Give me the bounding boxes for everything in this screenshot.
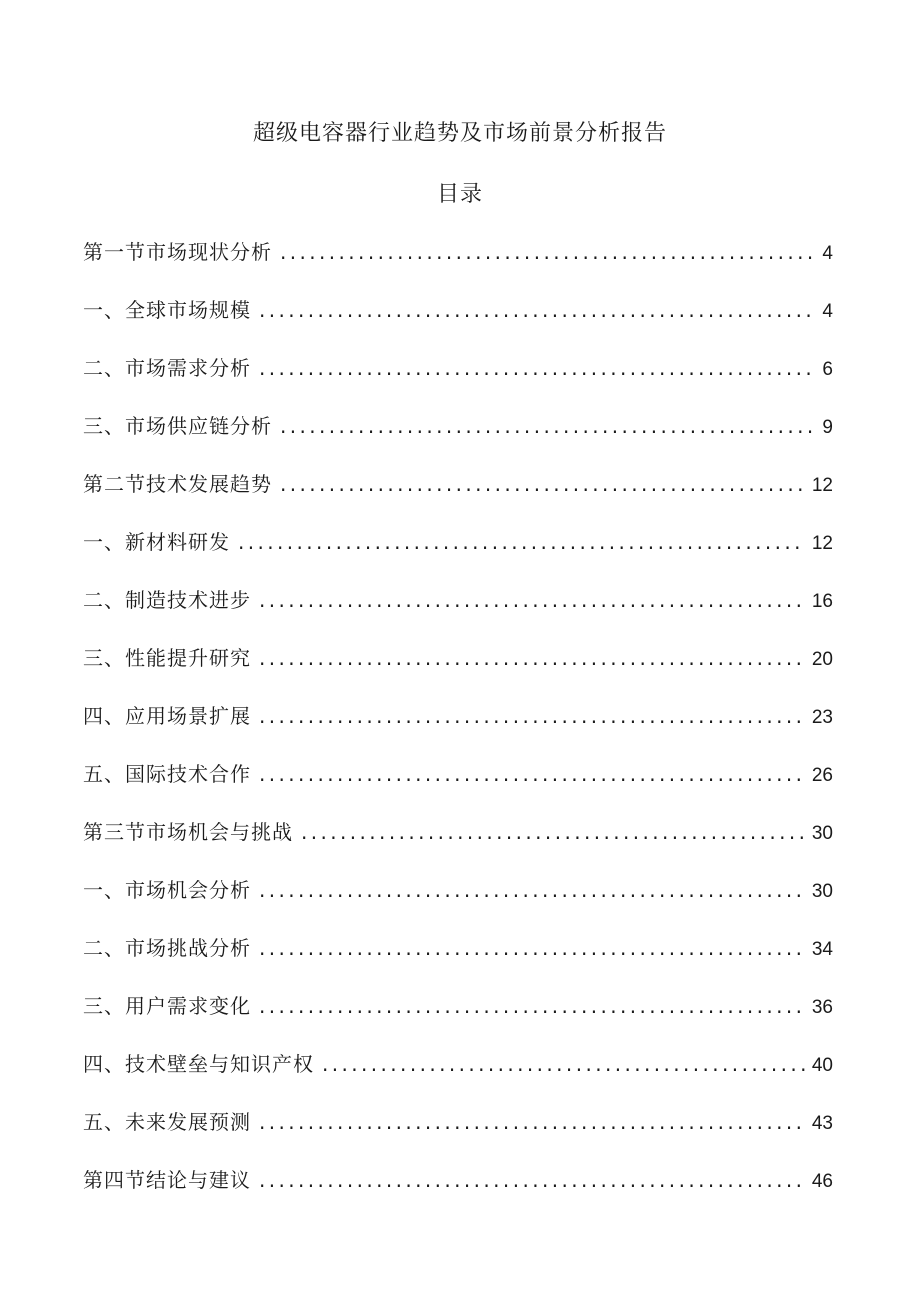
toc-entry-page: 12 bbox=[811, 475, 833, 496]
toc-entry[interactable] bbox=[83, 408, 833, 466]
toc-entry-page: 20 bbox=[811, 649, 833, 670]
toc-entry-label: 四、应用场景扩展 bbox=[83, 704, 251, 728]
toc-dot-leader bbox=[301, 814, 806, 850]
toc-entry-page: 9 bbox=[822, 417, 833, 438]
toc-dot-leader bbox=[280, 466, 806, 502]
toc-entry[interactable] bbox=[83, 640, 833, 698]
toc-dot-leader bbox=[259, 872, 806, 908]
toc-dot-leader bbox=[238, 524, 806, 560]
toc-entry-page: 4 bbox=[822, 243, 833, 264]
toc-dot-leader bbox=[259, 1104, 806, 1140]
toc-entry[interactable] bbox=[83, 1104, 833, 1162]
toc-entry-label: 四、技术壁垒与知识产权 bbox=[83, 1052, 314, 1076]
toc-entry[interactable] bbox=[83, 872, 833, 930]
toc-entry-page: 43 bbox=[811, 1113, 833, 1134]
toc-dot-leader bbox=[259, 988, 806, 1024]
toc-dot-leader bbox=[280, 234, 816, 270]
toc-entry-page: 40 bbox=[811, 1055, 833, 1076]
toc-entry[interactable] bbox=[83, 466, 833, 524]
toc-entry-label: 第四节结论与建议 bbox=[83, 1168, 251, 1192]
toc-entry-label: 第一节市场现状分析 bbox=[83, 240, 272, 264]
toc-entry-page: 34 bbox=[811, 939, 833, 960]
toc-entry-label: 一、全球市场规模 bbox=[83, 298, 251, 322]
toc-entry-label: 三、用户需求变化 bbox=[83, 994, 251, 1018]
toc-entry-page: 30 bbox=[811, 823, 833, 844]
toc-entry[interactable] bbox=[83, 234, 833, 292]
toc-entry[interactable] bbox=[83, 292, 833, 350]
toc-entry[interactable] bbox=[83, 814, 833, 872]
toc-dot-leader bbox=[259, 756, 806, 792]
toc-entry[interactable] bbox=[83, 1046, 833, 1104]
toc-entry[interactable] bbox=[83, 1162, 833, 1220]
toc-dot-leader bbox=[259, 582, 806, 618]
toc-dot-leader bbox=[322, 1046, 806, 1082]
toc-entry[interactable] bbox=[83, 350, 833, 408]
toc-entry-page: 12 bbox=[811, 533, 833, 554]
toc-entry-page: 23 bbox=[811, 707, 833, 728]
toc-entry-label: 二、市场挑战分析 bbox=[83, 936, 251, 960]
toc-entry-page: 26 bbox=[811, 765, 833, 786]
toc-dot-leader bbox=[259, 1162, 806, 1198]
toc-entry-label: 五、国际技术合作 bbox=[83, 762, 251, 786]
toc-dot-leader bbox=[259, 930, 806, 966]
toc-entry-label: 一、新材料研发 bbox=[83, 530, 230, 554]
toc-entry-page: 4 bbox=[822, 301, 833, 322]
toc-dot-leader bbox=[259, 292, 816, 328]
toc-entry-label: 第三节市场机会与挑战 bbox=[83, 820, 293, 844]
toc-entry-label: 二、市场需求分析 bbox=[83, 356, 251, 380]
toc-entry-page: 16 bbox=[811, 591, 833, 612]
toc-entry-label: 五、未来发展预测 bbox=[83, 1110, 251, 1134]
toc-entry[interactable] bbox=[83, 930, 833, 988]
toc-entry-label: 二、制造技术进步 bbox=[83, 588, 251, 612]
toc-entry-label: 第二节技术发展趋势 bbox=[83, 472, 272, 496]
toc-dot-leader bbox=[259, 698, 806, 734]
toc-entry[interactable] bbox=[83, 756, 833, 814]
document-title: 超级电容器行业趋势及市场前景分析报告 bbox=[252, 121, 667, 146]
toc-entry-page: 6 bbox=[822, 359, 833, 380]
toc-entry-page: 46 bbox=[811, 1171, 833, 1192]
toc-entry-page: 30 bbox=[811, 881, 833, 902]
table-of-contents bbox=[83, 234, 833, 1220]
toc-entry[interactable] bbox=[83, 582, 833, 640]
toc-dot-leader bbox=[259, 350, 816, 386]
toc-dot-leader bbox=[259, 640, 806, 676]
toc-entry-label: 三、市场供应链分析 bbox=[83, 414, 272, 438]
toc-entry[interactable] bbox=[83, 524, 833, 582]
toc-entry-label: 一、市场机会分析 bbox=[83, 878, 251, 902]
toc-entry-label: 三、性能提升研究 bbox=[83, 646, 251, 670]
toc-entry[interactable] bbox=[83, 988, 833, 1046]
toc-entry[interactable] bbox=[83, 698, 833, 756]
toc-entry-page: 36 bbox=[811, 997, 833, 1018]
toc-dot-leader bbox=[280, 408, 816, 444]
toc-heading: 目录 bbox=[436, 182, 483, 207]
